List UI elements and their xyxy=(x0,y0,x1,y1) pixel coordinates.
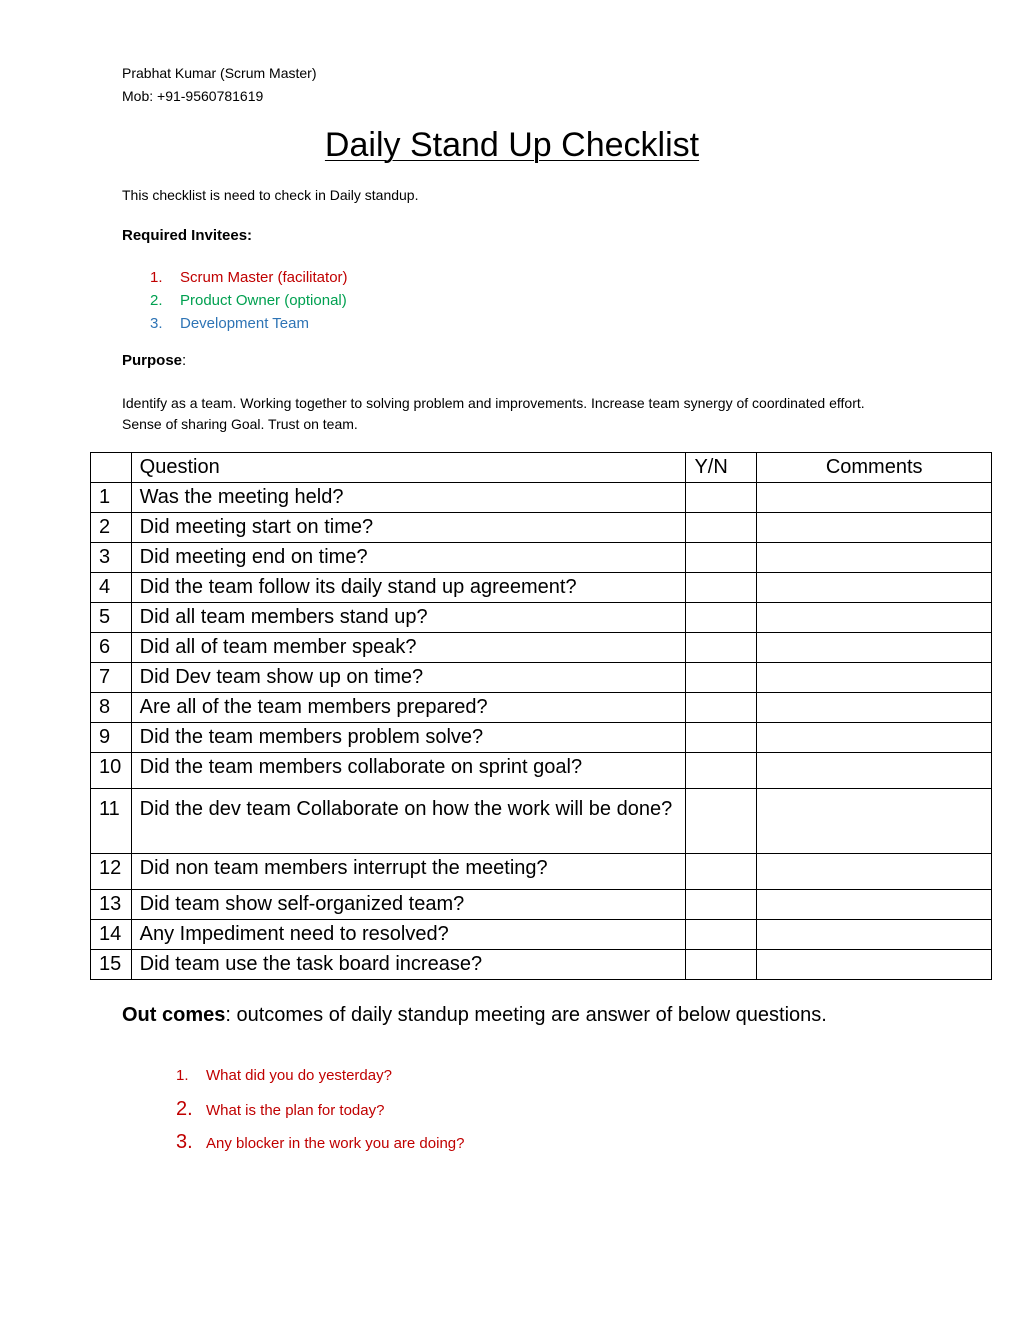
row-yn-cell[interactable] xyxy=(686,543,757,573)
purpose-heading-colon: : xyxy=(182,352,187,369)
outcomes-line xyxy=(122,1004,827,1027)
table-row xyxy=(91,573,992,603)
row-comments-cell[interactable] xyxy=(757,753,992,789)
row-comments-cell[interactable] xyxy=(757,950,992,980)
invitee-label: Product Owner (optional) xyxy=(180,292,347,309)
header-yn: Y/N xyxy=(686,453,757,483)
row-question: Did all team members stand up? xyxy=(131,603,686,633)
table-row xyxy=(91,633,992,663)
required-invitees-heading: Required Invitees: xyxy=(122,227,253,244)
question-number: 2. xyxy=(176,1098,193,1120)
row-yn-cell[interactable] xyxy=(686,693,757,723)
outcomes-heading: Out comes xyxy=(122,1004,226,1026)
header-number xyxy=(91,453,132,483)
row-comments-cell[interactable] xyxy=(757,513,992,543)
outcome-question-item xyxy=(176,1130,464,1163)
row-comments-cell[interactable] xyxy=(757,573,992,603)
invitees-list xyxy=(150,266,348,335)
row-comments-cell[interactable] xyxy=(757,693,992,723)
page-title-text: Daily Stand Up Checklist xyxy=(324,126,700,164)
row-comments-cell[interactable] xyxy=(757,890,992,920)
row-number: 9 xyxy=(91,723,132,753)
row-yn-cell[interactable] xyxy=(686,854,757,890)
row-yn-cell[interactable] xyxy=(686,950,757,980)
row-comments-cell[interactable] xyxy=(757,663,992,693)
row-comments-cell[interactable] xyxy=(757,603,992,633)
invitee-item-scrum-master xyxy=(150,266,348,289)
row-number: 3 xyxy=(91,543,132,573)
table-row xyxy=(91,603,992,633)
invitee-item-product-owner xyxy=(150,289,348,312)
table-row xyxy=(91,854,992,890)
outcomes-text: : outcomes of daily standup meeting are answer of below questions. xyxy=(225,1004,827,1026)
outcome-question-item xyxy=(176,1097,464,1130)
row-comments-cell[interactable] xyxy=(757,723,992,753)
author-name: Prabhat Kumar (Scrum Master) xyxy=(122,65,317,81)
row-number: 6 xyxy=(91,633,132,663)
row-comments-cell[interactable] xyxy=(757,854,992,890)
intro-text: This checklist is need to check in Daily standup. xyxy=(122,187,419,203)
row-question: Did non team members interrupt the meeting? xyxy=(131,854,686,890)
invitee-number: 1. xyxy=(150,269,163,286)
row-question: Did the dev team Collaborate on how the work will be done? xyxy=(131,789,686,854)
row-yn-cell[interactable] xyxy=(686,513,757,543)
table-row xyxy=(91,513,992,543)
row-question: Did Dev team show up on time? xyxy=(131,663,686,693)
checklist-table xyxy=(90,452,992,980)
invitee-number: 3. xyxy=(150,315,163,332)
question-number: 1. xyxy=(176,1067,189,1084)
row-number: 5 xyxy=(91,603,132,633)
header-comments: Comments xyxy=(757,453,992,483)
table-row xyxy=(91,950,992,980)
row-number: 15 xyxy=(91,950,132,980)
row-number: 14 xyxy=(91,920,132,950)
row-question: Did team use the task board increase? xyxy=(131,950,686,980)
outcome-question-item xyxy=(176,1064,464,1097)
table-row xyxy=(91,663,992,693)
row-yn-cell[interactable] xyxy=(686,603,757,633)
row-question: Are all of the team members prepared? xyxy=(131,693,686,723)
table-row xyxy=(91,890,992,920)
purpose-heading xyxy=(122,352,186,369)
row-question: Did the team members collaborate on sprint goal? xyxy=(131,753,686,789)
row-question: Did the team members problem solve? xyxy=(131,723,686,753)
row-yn-cell[interactable] xyxy=(686,753,757,789)
row-number: 8 xyxy=(91,693,132,723)
question-label: What is the plan for today? xyxy=(206,1102,385,1119)
purpose-text: Identify as a team. Working together to solving problem and improvements. Increase team synergy of coordinated effort. Sense of sharing Goal. Trust on team. xyxy=(122,395,865,432)
table-row xyxy=(91,693,992,723)
row-yn-cell[interactable] xyxy=(686,573,757,603)
table-row xyxy=(91,789,992,854)
row-yn-cell[interactable] xyxy=(686,789,757,854)
row-comments-cell[interactable] xyxy=(757,633,992,663)
header-question: Question xyxy=(131,453,686,483)
row-number: 2 xyxy=(91,513,132,543)
question-label: What did you do yesterday? xyxy=(206,1067,392,1084)
question-number: 3. xyxy=(176,1131,193,1153)
author-block xyxy=(122,62,317,108)
row-number: 11 xyxy=(91,789,132,854)
table-header-row xyxy=(91,453,992,483)
row-comments-cell[interactable] xyxy=(757,789,992,854)
row-question: Did meeting end on time? xyxy=(131,543,686,573)
row-number: 4 xyxy=(91,573,132,603)
table-row xyxy=(91,753,992,789)
row-question: Did team show self-organized team? xyxy=(131,890,686,920)
row-number: 7 xyxy=(91,663,132,693)
author-mobile: Mob: +91-9560781619 xyxy=(122,88,264,104)
table-row xyxy=(91,483,992,513)
row-question: Was the meeting held? xyxy=(131,483,686,513)
table-row xyxy=(91,723,992,753)
row-yn-cell[interactable] xyxy=(686,723,757,753)
table-row xyxy=(91,920,992,950)
invitee-label: Scrum Master (facilitator) xyxy=(180,269,348,286)
row-yn-cell[interactable] xyxy=(686,890,757,920)
row-number: 12 xyxy=(91,854,132,890)
row-number: 13 xyxy=(91,890,132,920)
row-number: 10 xyxy=(91,753,132,789)
row-yn-cell[interactable] xyxy=(686,920,757,950)
row-yn-cell[interactable] xyxy=(686,663,757,693)
page-title xyxy=(0,124,1024,166)
invitee-item-development-team xyxy=(150,312,348,335)
row-yn-cell[interactable] xyxy=(686,633,757,663)
row-question: Did the team follow its daily stand up agreement? xyxy=(131,573,686,603)
table-row xyxy=(91,543,992,573)
invitee-label: Development Team xyxy=(180,315,309,332)
row-comments-cell[interactable] xyxy=(757,543,992,573)
row-yn-cell[interactable] xyxy=(686,483,757,513)
row-number: 1 xyxy=(91,483,132,513)
question-label: Any blocker in the work you are doing? xyxy=(206,1135,465,1152)
purpose-heading-label: Purpose xyxy=(122,352,183,369)
row-question: Did meeting start on time? xyxy=(131,513,686,543)
row-question: Did all of team member speak? xyxy=(131,633,686,663)
row-question: Any Impediment need to resolved? xyxy=(131,920,686,950)
outcome-questions-list xyxy=(176,1064,464,1163)
row-comments-cell[interactable] xyxy=(757,483,992,513)
invitee-number: 2. xyxy=(150,292,163,309)
row-comments-cell[interactable] xyxy=(757,920,992,950)
